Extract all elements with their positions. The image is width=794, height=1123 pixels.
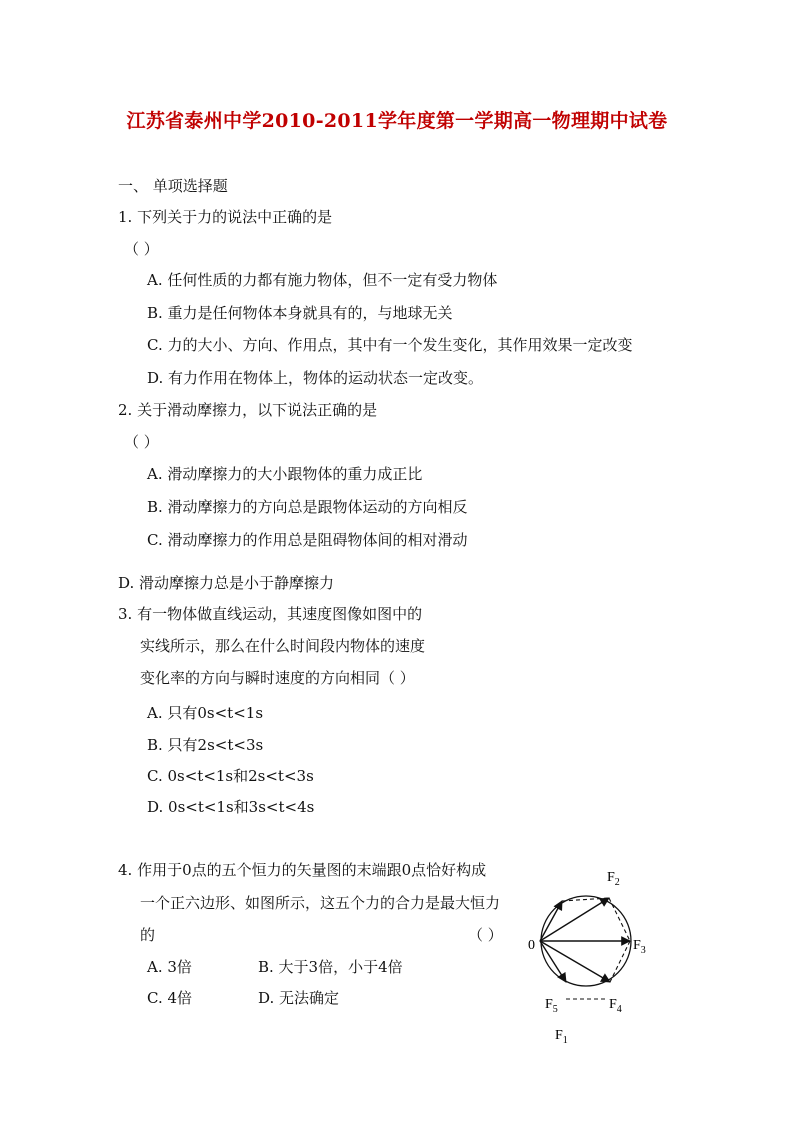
question-1-stem: 1. 下列关于力的说法中正确的是: [118, 208, 333, 226]
option-a: A. 只有0s<t<1s: [147, 704, 264, 722]
option-b: B. 大于3倍，小于4倍: [258, 958, 403, 976]
option-c: C. 4倍: [147, 989, 193, 1007]
option-d: D. 0s<t<1s和3s<t<4s: [147, 798, 315, 816]
option-d: D. 滑动摩擦力总是小于静摩擦力: [118, 574, 335, 592]
option-b: B. 重力是任何物体本身就具有的，与地球无关: [147, 304, 453, 322]
label-f5: $F_5$: [545, 997, 558, 1015]
label-f3: $F_3$: [633, 938, 646, 956]
question-4-line-2: 一个正六边形、如图所示，这五个力的合力是最大恒力: [140, 894, 501, 912]
option-b: B. 滑动摩擦力的方向总是跟物体运动的方向相反: [147, 498, 468, 516]
answer-blank: （ ）: [124, 240, 159, 258]
question-3-line-2: 实线所示，那么在什么时间段内物体的速度: [140, 637, 426, 655]
force-arrow: [540, 941, 566, 982]
question-4-line-1: 4. 作用于0点的五个恒力的矢量图的末端跟0点恰好构成: [118, 861, 487, 879]
question-2-stem: 2. 关于滑动摩擦力，以下说法正确的是: [118, 401, 378, 419]
option-b: B. 只有2s<t<3s: [147, 736, 264, 754]
option-d: D. 无法确定: [258, 989, 340, 1007]
label-f4: $F_4$: [609, 997, 622, 1015]
force-vector-figure: [520, 858, 670, 1058]
force-arrow: [540, 901, 562, 941]
label-f2: $F_2$: [607, 870, 620, 888]
force-arrow: [540, 941, 610, 982]
option-c: C. 0s<t<1s和2s<t<3s: [147, 767, 314, 785]
option-a: A. 滑动摩擦力的大小跟物体的重力成正比: [147, 465, 423, 483]
section-heading: 一、 单项选择题: [118, 177, 228, 195]
answer-blank: （ ）: [468, 926, 503, 944]
answer-blank: （ ）: [124, 433, 159, 451]
option-c: C. 滑动摩擦力的作用总是阻碍物体间的相对滑动: [147, 531, 468, 549]
question-3-line-3: 变化率的方向与瞬时速度的方向相同（ ）: [140, 669, 415, 687]
option-c: C. 力的大小、方向、作用点，其中有一个发生变化，其作用效果一定改变: [147, 336, 633, 354]
option-a: A. 3倍: [147, 958, 192, 976]
question-3-line-1: 3. 有一物体做直线运动，其速度图像如图中的: [118, 605, 423, 623]
option-d: D. 有力作用在物体上，物体的运动状态一定改变。: [147, 369, 484, 387]
page-title: 江苏省泰州中学2010-2011学年度第一学期高一物理期中试卷: [126, 110, 668, 132]
force-arrow: [540, 898, 609, 941]
label-f1: $F_1$: [555, 1028, 568, 1046]
origin-label: 0: [528, 938, 535, 953]
question-4-line-3: 的: [140, 926, 156, 944]
option-a: A. 任何性质的力都有施力物体，但不一定有受力物体: [147, 271, 498, 289]
